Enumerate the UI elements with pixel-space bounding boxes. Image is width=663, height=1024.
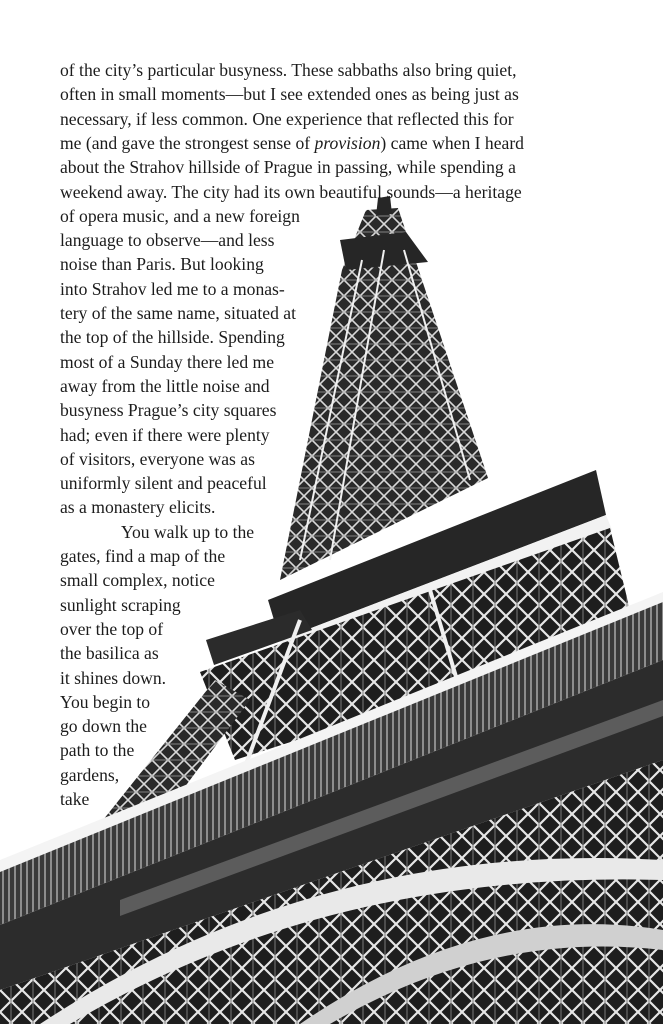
- text-line: language to observe—and less: [60, 230, 275, 251]
- text-line: into Strahov led me to a monas-: [60, 278, 285, 299]
- text-line: of opera music, and a new foreign: [60, 205, 300, 226]
- text-line: as a monastery elicits.: [60, 497, 216, 518]
- text-line: You begin to: [60, 691, 151, 712]
- text-line: You walk up to the: [121, 521, 255, 542]
- text-line: the top of the hillside. Spending: [60, 327, 285, 348]
- text-line: the basilica as: [60, 643, 159, 664]
- text-line: of visitors, everyone was as: [60, 448, 255, 469]
- text-line: it shines down.: [60, 667, 167, 688]
- text-line: often in small moments—but I see extended ones as being just as: [60, 84, 519, 105]
- text-line: small complex, notice: [60, 570, 215, 591]
- text-line: uniformly silent and peaceful: [60, 473, 267, 494]
- text-line: take: [60, 789, 90, 809]
- text-line: of the city’s particular busyness. These sabbaths also bring quiet,: [60, 60, 517, 80]
- text-line: away from the little noise and: [60, 375, 270, 396]
- text-line: over the top of: [60, 618, 164, 639]
- text-line: most of a Sunday there led me: [60, 351, 275, 372]
- text-line: necessary, if less common. One experience that reflected this for: [60, 108, 514, 129]
- text-line: path to the: [60, 740, 135, 761]
- text-line: weekend away. The city had its own beautiful sounds—a heritage: [60, 181, 522, 202]
- text-line: tery of the same name, situated at: [60, 303, 296, 323]
- text-line: noise than Paris. But looking: [60, 254, 264, 275]
- text-line: about the Strahov hillside of Prague in passing, while spending a: [60, 157, 516, 178]
- text-line: busyness Prague’s city squares: [60, 400, 277, 421]
- text-line: sunlight scraping: [60, 594, 181, 615]
- emphasis: provision: [314, 132, 381, 153]
- text-line: had; even if there were plenty: [60, 424, 270, 445]
- text-line: me (and gave the strongest sense of provision) came when I heard: [60, 132, 524, 153]
- text-line: gardens,: [60, 764, 120, 785]
- text-line: go down the: [60, 716, 147, 737]
- text-line: gates, find a map of the: [60, 546, 226, 566]
